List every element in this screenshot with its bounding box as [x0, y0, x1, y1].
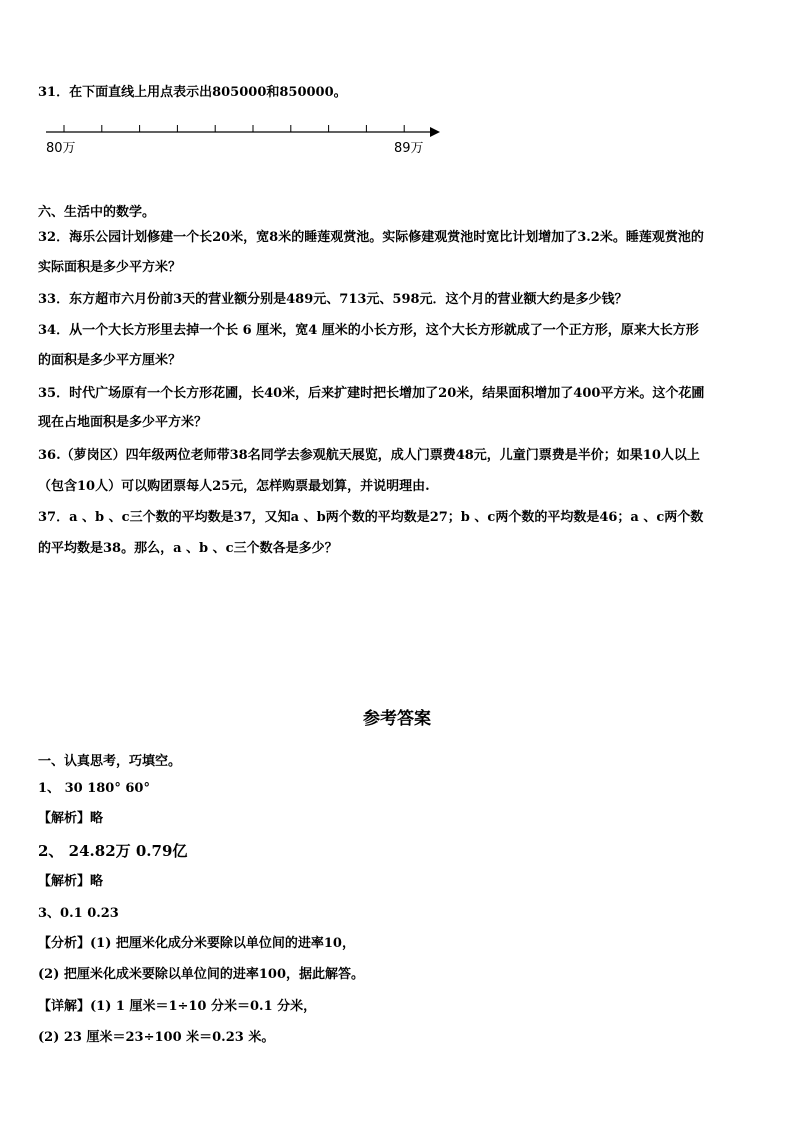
question-37-line-1: 37．a 、b 、c三个数的平均数是37，又知a 、b两个数的平均数是27；b 、c两个数的平均数是46；a 、c两个数 [38, 510, 704, 525]
answer-title: 参考答案 [363, 709, 431, 729]
section-6-heading: 六、生活中的数学。 [38, 205, 156, 220]
answer-1: 1、 30 180° 60° [38, 781, 150, 796]
question-34-line-2: 的面积是多少平方厘米？ [38, 353, 182, 368]
question-32-line-2: 实际面积是多少平方米？ [38, 260, 182, 275]
question-35-line-2: 现在占地面积是多少平方米？ [38, 415, 208, 430]
answer-3-analysis-2: (2) 把厘米化成米要除以单位间的进率100，据此解答。 [38, 967, 365, 982]
answer-2: 2、 24.82万 0.79亿 [38, 842, 188, 860]
question-36-line-2: （包含10人）可以购团票每人25元，怎样购票最划算，并说明理由. [38, 479, 430, 494]
question-34-line-1: 34．从一个大长方形里去掉一个长 6 厘米，宽4 厘米的小长方形，这个大长方形就成了一个正方形，原来大长方形 [38, 323, 699, 338]
section-1-heading: 一、认真思考，巧填空。 [38, 754, 182, 769]
answer-1-note: 【解析】略 [38, 811, 104, 826]
question-36-line-1: 36.（萝岗区）四年级两位老师带38名同学去参观航天展览，成人门票费48元，儿童门票费是半价；如果10人以上 [38, 448, 700, 463]
question-37-line-2: 的平均数是38。那么，a 、b 、c三个数各是多少？ [38, 541, 338, 556]
number-line [44, 118, 444, 158]
answer-3-analysis-1: 【分析】(1) 把厘米化成分米要除以单位间的进率10， [38, 936, 355, 951]
answer-3: 3、0.1 0.23 [38, 906, 119, 921]
number-line-axis [44, 118, 444, 142]
answer-3-detail-1: 【详解】(1) 1 厘米＝1÷10 分米＝0.1 分米， [38, 999, 317, 1014]
question-35-line-1: 35．时代广场原有一个长方形花圃，长40米，后来扩建时把长增加了20米，结果面积增加了400平方米。这个花圃 [38, 386, 705, 401]
answer-3-detail-2: (2) 23 厘米＝23÷100 米＝0.23 米。 [38, 1030, 275, 1045]
number-line-left-label: 80万 [46, 141, 76, 156]
question-33: 33．东方超市六月份前3天的营业额分别是489元、713元、598元．这个月的营业额大约是多少钱？ [38, 292, 628, 307]
answer-2-note: 【解析】略 [38, 874, 104, 889]
number-line-right-label: 89万 [394, 141, 424, 156]
question-31: 31．在下面直线上用点表示出805000和850000。 [38, 85, 347, 100]
question-32-line-1: 32．海乐公园计划修建一个长20米，宽8米的睡莲观赏池。实际修建观赏池时宽比计划增加了3.2米。睡莲观赏池的 [38, 230, 704, 245]
